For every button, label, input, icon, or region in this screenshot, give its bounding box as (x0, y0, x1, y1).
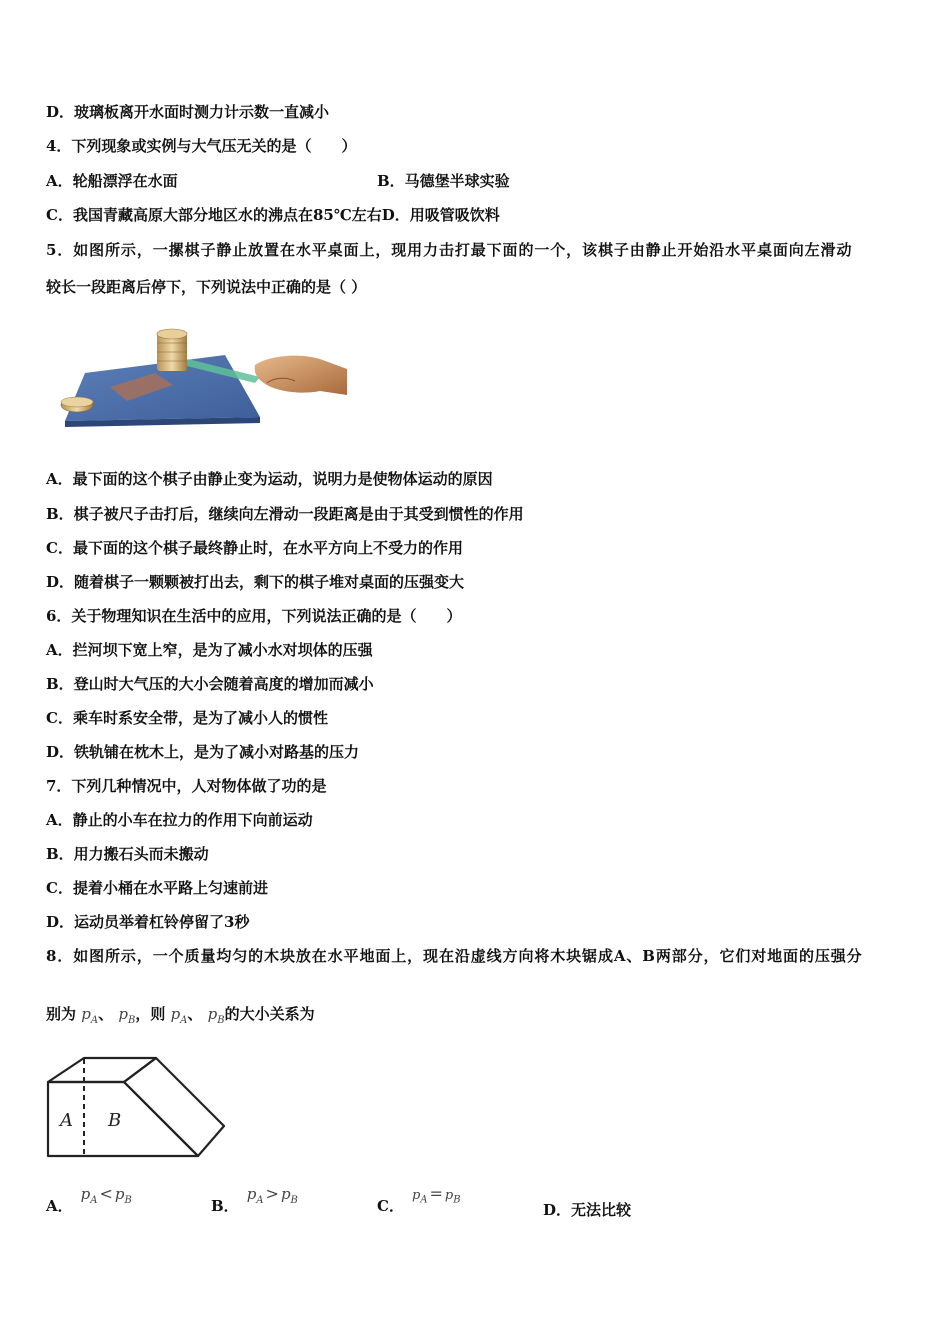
q5-option-b: B．棋子被尺子击打后，继续向左滑动一段距离是由于其受到惯性的作用 (46, 505, 524, 523)
q8-option-c: C．$p_A = p_B$ (377, 1184, 461, 1215)
q8-stem-line2: 别为 $p_A$、 $p_B$，则 $p_A$、 $p_B$的大小关系为 (46, 1005, 315, 1026)
q4-option-cd: C．我国青藏高原大部分地区水的沸点在85℃左右D．用吸管吸饮料 (46, 206, 500, 224)
q4-option-a: A．轮船漂浮在水面 (46, 172, 178, 190)
q7-option-c: C．提着小桶在水平路上匀速前进 (46, 879, 268, 897)
math-pb: $p_B$ (118, 1005, 136, 1026)
block-slope (124, 1058, 224, 1156)
q8-stem-line1: 8．如图所示，一个质量均匀的木块放在水平地面上，现在沿虚线方向将木块锯成A、B两部分，它们对地面的压强分 (46, 947, 863, 965)
q4-stem: 4．下列现象或实例与大气压无关的是（ ） (46, 137, 357, 155)
q5-option-a: A．最下面的这个棋子由静止变为运动，说明力是使物体运动的原因 (46, 470, 493, 488)
q7-stem: 7．下列几种情况中，人对物体做了功的是 (46, 777, 327, 795)
q6-option-d: D．铁轨铺在枕木上，是为了减小对路基的压力 (46, 743, 360, 761)
q7-option-b: B．用力搬石头而未搬动 (46, 845, 209, 863)
checkers-figure (55, 325, 350, 430)
wood-block-figure (44, 1052, 230, 1160)
q6-stem: 6．关于物理知识在生活中的应用，下列说法正确的是（ ） (46, 607, 462, 625)
label-b: B (108, 1110, 122, 1131)
math-pa-2: $p_A$ (170, 1005, 188, 1026)
q8-option-b: B．$p_A > p_B$ (211, 1184, 298, 1215)
q5-option-d: D．随着棋子一颗颗被打出去，剩下的棋子堆对桌面的压强变大 (46, 573, 465, 591)
q7-option-d: D．运动员举着杠铃停留了3秒 (46, 913, 250, 931)
q6-option-a: A．拦河坝下宽上窄，是为了减小水对坝体的压强 (46, 641, 373, 659)
label-a: A (60, 1110, 73, 1131)
q5-stem-line1: 5．如图所示，一摞棋子静止放置在水平桌面上，现用力击打最下面的一个，该棋子由静止开始沿水平桌面向左滑动 (46, 241, 853, 259)
q6-option-c: C．乘车时系安全带，是为了减小人的惯性 (46, 709, 328, 727)
q7-option-a: A．静止的小车在拉力的作用下向前运动 (46, 811, 313, 829)
q3-option-d: D．玻璃板离开水面时测力计示数一直减小 (46, 103, 330, 121)
q8-option-a: A．$p_A < p_B$ (46, 1184, 132, 1215)
math-pb-2: $p_B$ (207, 1005, 225, 1026)
math-pa: $p_A$ (81, 1005, 99, 1026)
q8-option-d: D．无法比较 (543, 1201, 632, 1219)
q4-option-b: B．马德堡半球实验 (377, 172, 510, 190)
q5-stem-line2: 较长一段距离后停下，下列说法中正确的是（ ） (46, 278, 367, 296)
q5-option-c: C．最下面的这个棋子最终静止时，在水平方向上不受力的作用 (46, 539, 463, 557)
hand (255, 356, 347, 395)
q6-option-b: B．登山时大气压的大小会随着高度的增加而减小 (46, 675, 374, 693)
